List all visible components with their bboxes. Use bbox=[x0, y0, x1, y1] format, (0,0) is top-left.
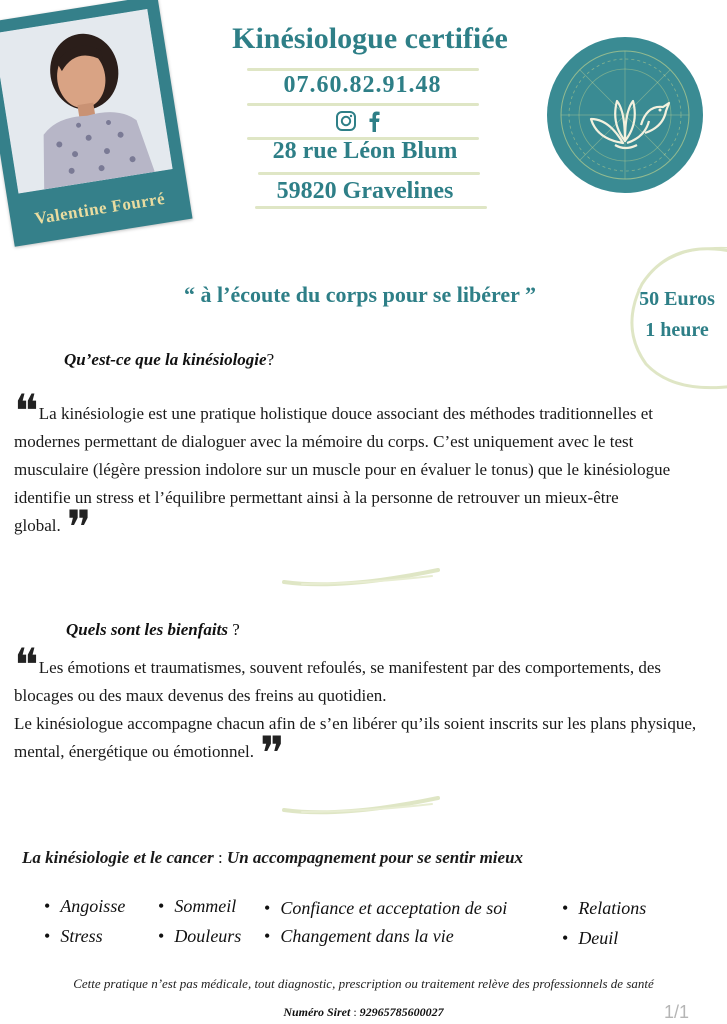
profile-photo-card bbox=[0, 0, 193, 247]
list-item: • Confiance et acceptation de soi bbox=[264, 898, 508, 918]
list-item: • Stress bbox=[44, 926, 103, 946]
section-title-benefits: Quels sont les bienfaits ? bbox=[66, 620, 240, 639]
divider-line bbox=[247, 103, 479, 106]
address-street: 28 rue Léon Blum bbox=[272, 138, 458, 164]
instagram-icon[interactable] bbox=[335, 110, 357, 137]
list-item: • Sommeil bbox=[158, 896, 237, 916]
lotus-bird-logo bbox=[545, 35, 705, 195]
slogan: “ à l’écoute du corps pour se libérer ” bbox=[184, 282, 536, 307]
open-quote-icon: ❝ bbox=[14, 638, 33, 692]
price-badge bbox=[612, 244, 727, 394]
page-indicator: 1/1 bbox=[664, 1002, 690, 1022]
section-title-cancer: La kinésiologie et le cancer : Un accompagnement pour se sentir mieux bbox=[22, 848, 524, 867]
close-quote-icon: ❞ bbox=[259, 726, 279, 780]
list-item: • Changement dans la vie bbox=[264, 926, 454, 946]
close-quote-icon: ❞ bbox=[66, 500, 86, 554]
list-item: • Angoisse bbox=[44, 896, 126, 916]
divider-line bbox=[255, 206, 487, 209]
list-item: • Douleurs bbox=[158, 926, 242, 946]
facebook-icon[interactable] bbox=[367, 110, 381, 137]
divider-line bbox=[258, 172, 480, 175]
section-text-benefits: ❝ Les émotions et traumatismes, souvent refoulés, se manifestent par des comportements, des blocages ou des maux devenus des freins au quotidien. Le kinésiologue accompagne chacun afin de s’en libérer qu’ils soient inscrits sur les plans physique, mental, énergétique ou émotionnel. ❞ bbox=[14, 638, 697, 780]
section-title-what-is: Qu’est-ce que la kinésiologie? bbox=[64, 350, 275, 369]
ornament-divider bbox=[282, 564, 442, 588]
address-city: 59820 Gravelines bbox=[276, 178, 454, 204]
phone-number[interactable]: 07.60.82.91.48 bbox=[283, 72, 442, 98]
price-amount: 50 Euros bbox=[639, 288, 715, 310]
profile-photo bbox=[0, 9, 173, 193]
page-title: Kinésiologue certifiée bbox=[232, 22, 508, 55]
list-item: • Relations bbox=[562, 898, 647, 918]
social-icons bbox=[335, 110, 395, 136]
disclaimer: Cette pratique n’est pas médicale, tout diagnostic, prescription ou traitement relève des professionnels de santé bbox=[73, 976, 654, 991]
list-item: • Deuil bbox=[562, 928, 619, 948]
divider-line bbox=[247, 68, 479, 71]
open-quote-icon: ❝ bbox=[14, 384, 33, 438]
siret-number: Numéro Siret : 92965785600027 bbox=[283, 1005, 444, 1019]
practitioner-name: Valentine Fourré bbox=[33, 188, 167, 229]
price-duration: 1 heure bbox=[645, 319, 709, 341]
section-text-what-is: ❝ La kinésiologie est une pratique holistique douce associant des méthodes traditionnelles et modernes permettant de dialoguer avec la mémoire du corps. C’est uniquement avec le test musculaire (légère pression indolore sur un muscle pour en évaluer le tonus) que le kinésiologue identifie un stress et l’équilibre permettant ainsi à la personne de retrouver un mieux-être global. ❞ bbox=[14, 384, 671, 554]
ornament-divider bbox=[282, 792, 442, 816]
